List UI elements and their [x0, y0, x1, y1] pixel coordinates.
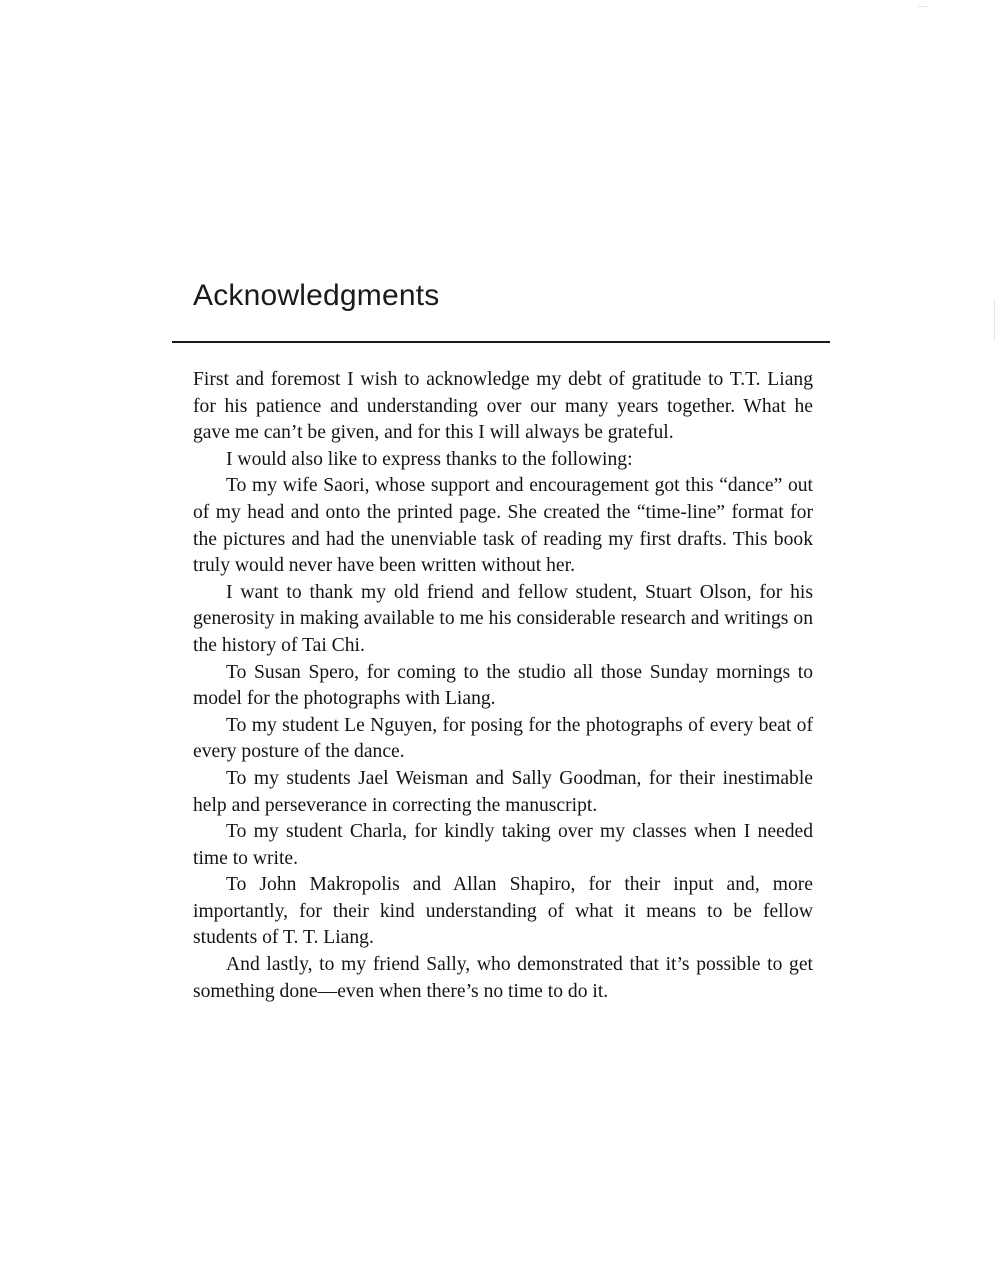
heading-rule [172, 341, 830, 343]
scan-artifact [918, 6, 928, 7]
paragraph: To my student Le Nguyen, for posing for the photographs of every beat of every posture of the dance. [193, 714, 813, 763]
paragraph: I want to thank my old friend and fellow student, Stuart Olson, for his generosity in making available to me his considerable research and writings on the history of Tai Chi. [193, 581, 813, 656]
paragraph: To John Makropolis and Allan Shapiro, for their input and, more importantly, for their kind understanding of what it means to be fellow students of T. T. Liang. [193, 874, 813, 949]
acknowledgments-body [193, 367, 813, 1005]
paragraph: To my wife Saori, whose support and encouragement got this “dance” out of my head and onto the printed page. She created the “time-line” format for the pictures and had the unenviable task of reading my first drafts. This book truly would never have been written without her. [193, 475, 813, 577]
paragraph: To my student Charla, for kindly taking over my classes when I needed time to write. [193, 821, 813, 869]
paragraph: And lastly, to my friend Sally, who demonstrated that it’s possible to get something done—even when there’s no time to do it. [193, 954, 813, 1002]
page-heading: Acknowledgments [193, 279, 440, 312]
paragraph: To my students Jael Weisman and Sally Goodman, for their inestimable help and perseverance in correcting the manuscript. [193, 767, 813, 816]
paragraph: I would also like to express thanks to the following: [226, 448, 633, 470]
paragraph: To Susan Spero, for coming to the studio all those Sunday mornings to model for the photographs with Liang. [193, 661, 813, 710]
scan-artifact [994, 300, 995, 340]
paragraph: First and foremost I wish to acknowledge my debt of gratitude to T.T. Liang for his patience and understanding over our many years together. What he gave me can’t be given, and for this I will always be grateful. [193, 369, 813, 444]
